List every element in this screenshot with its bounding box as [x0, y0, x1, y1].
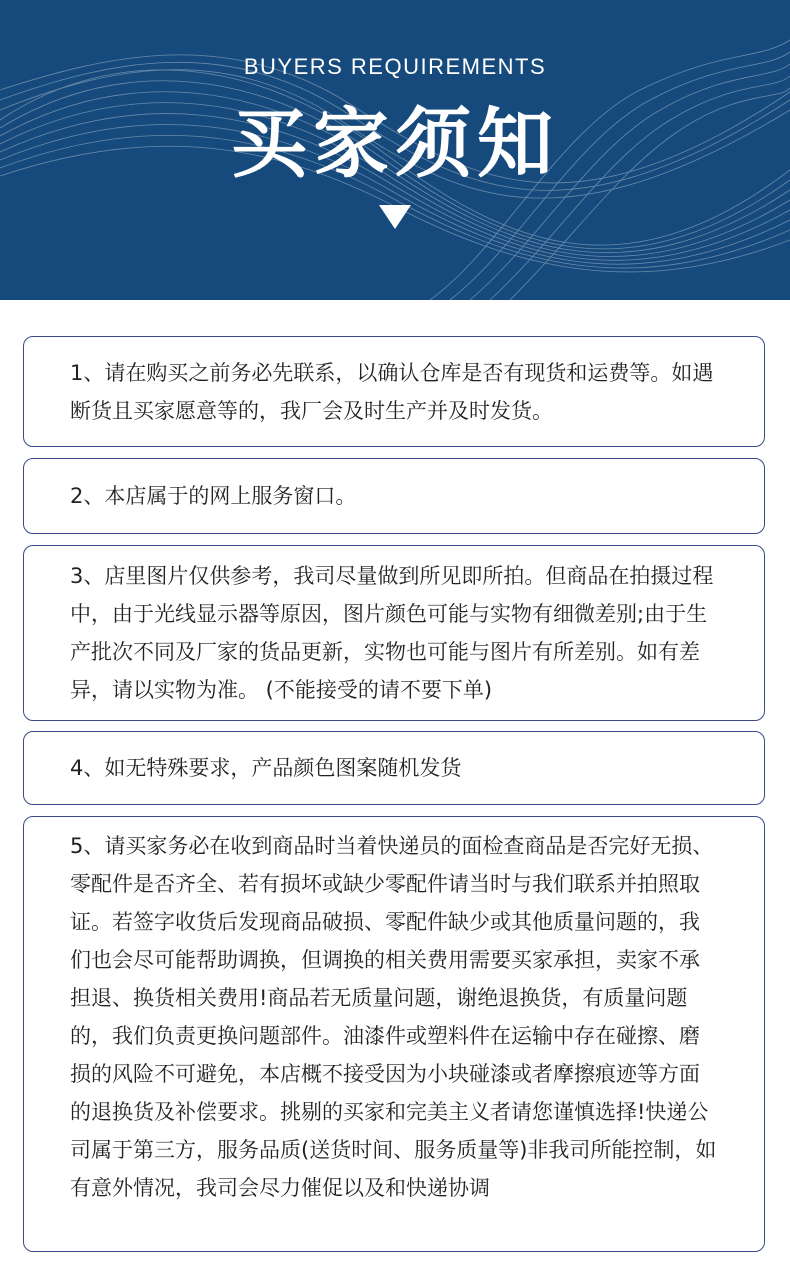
- notice-card-4: [23, 731, 765, 805]
- notice-text: 1、请在购买之前务必先联系，以确认仓库是否有现货和运费等。如遇断货且买家愿意等的，我厂会及时生产并及时发货。: [70, 361, 714, 423]
- notice-text: 3、店里图片仅供参考，我司尽量做到所见即所拍。但商品在拍摄过程中，由于光线显示器等原因，图片颜色可能与实物有细微差别;由于生产批次不同及厂家的货品更新，实物也可能与图片有所差别。如有差异，请以实物为准。 (不能接受的请不要下单): [70, 564, 714, 702]
- notice-text: 2、本店属于的网上服务窗口。: [70, 484, 357, 508]
- notice-card-5: [23, 816, 765, 1252]
- header-banner: [0, 0, 790, 300]
- notice-text: 5、请买家务必在收到商品时当着快递员的面检查商品是否完好无损、零配件是否齐全、若有损坏或缺少零配件请当时与我们联系并拍照取证。若签字收货后发现商品破损、零配件缺少或其他质量问题的，我们也会尽可能帮助调换，但调换的相关费用需要买家承担，卖家不承担退、换货相关费用!商品若无质量问题，谢绝退换货，有质量问题的，我们负责更换问题部件。油漆件或塑料件在运输中存在碰擦、磨损的风险不可避免，本店概不接受因为小块碰漆或者摩擦痕迹等方面的退换货及补偿要求。挑剔的买家和完美主义者请您谨慎选择!快递公司属于第三方，服务品质(送货时间、服务质量等)非我司所能控制，如有意外情况，我司会尽力催促以及和快递协调: [70, 834, 717, 1200]
- banner-subtitle: BUYERS REQUIREMENTS: [243, 54, 547, 79]
- notice-card-1: [23, 336, 765, 447]
- banner-title: 买家须知: [231, 99, 559, 188]
- notice-card-3: [23, 545, 765, 721]
- notice-text: 4、如无特殊要求，产品颜色图案随机发货: [70, 756, 462, 780]
- down-triangle-icon: [379, 205, 411, 229]
- notice-card-2: [23, 458, 765, 534]
